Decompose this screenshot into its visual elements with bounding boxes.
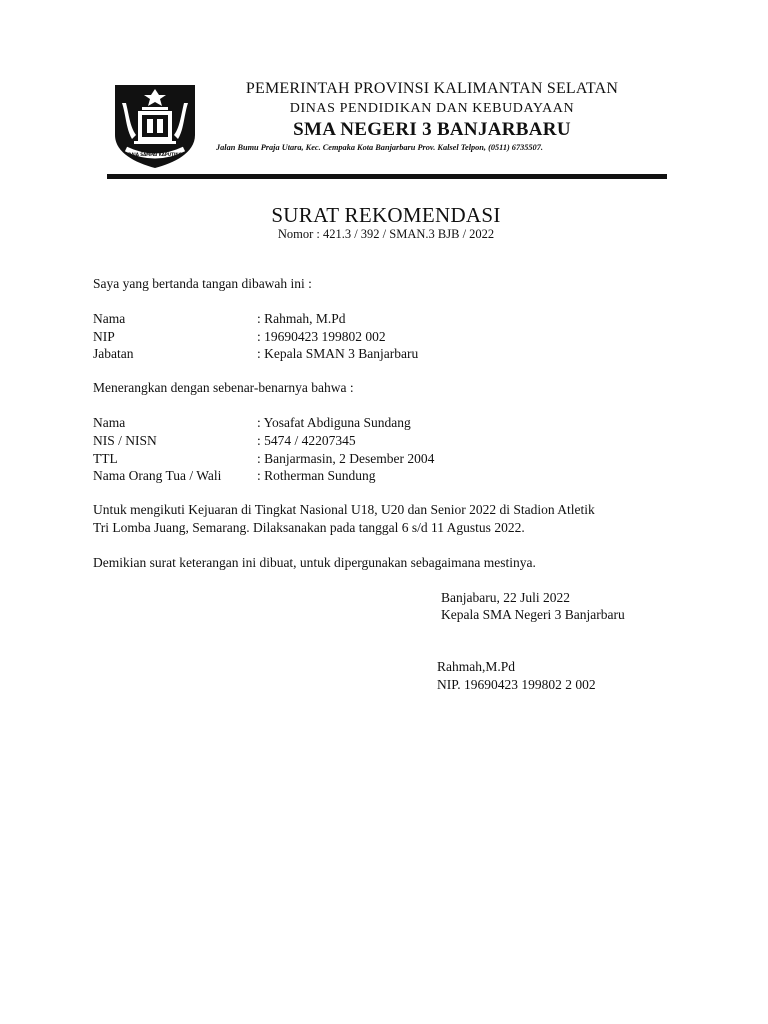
letterhead-government: PEMERINTAH PROVINSI KALIMANTAN SELATAN — [245, 80, 619, 97]
signature-position: Kepala SMA Negeri 3 Banjarbaru — [441, 607, 625, 622]
signature-name: Rahmah,M.Pd — [437, 659, 516, 674]
letterhead-school: SMA NEGERI 3 BANJARBARU — [293, 119, 571, 140]
signature-nip: NIP. 19690423 199802 2 002 — [437, 677, 596, 692]
student-name-value: : Yosafat Abdiguna Sundang — [257, 415, 411, 430]
signer-nip-value: : 19690423 199802 002 — [257, 329, 386, 344]
statement-text: Menerangkan dengan sebenar-benarnya bahwa : — [93, 380, 354, 395]
signer-name-label: Nama — [93, 311, 126, 326]
student-parent-label: Nama Orang Tua / Wali — [93, 468, 222, 483]
purpose-line-1: Untuk mengikuti Kejuaran di Tingkat Nasional U18, U20 dan Senior 2022 di Stadion Atletik — [93, 502, 595, 517]
signer-nip-label: NIP — [93, 329, 115, 344]
student-ttl-label: TTL — [93, 451, 118, 466]
purpose-line-2: Tri Lomba Juang, Semarang. Dilaksanakan pada tanggal 6 s/d 11 Agustus 2022. — [93, 520, 525, 535]
document-title: SURAT REKOMENDASI — [271, 203, 501, 227]
student-ttl-value: : Banjarmasin, 2 Desember 2004 — [257, 451, 435, 466]
letterhead-divider — [107, 174, 667, 179]
student-parent-value: : Rotherman Sundung — [257, 468, 376, 483]
letterhead-address: Jalan Bumu Praja Utara, Kec. Cempaka Kota Banjarbaru Prov. Kalsel Telpon, (0511) 6735507. — [216, 143, 543, 152]
signer-position-value: : Kepala SMAN 3 Banjarbaru — [257, 346, 419, 361]
student-nis-value: : 5474 / 42207345 — [257, 433, 356, 448]
signer-name-value: : Rahmah, M.Pd — [257, 311, 346, 326]
closing-text: Demikian surat keterangan ini dibuat, untuk dipergunakan sebagaimana mestinya. — [93, 555, 536, 570]
signature-place-date: Banjabaru, 22 Juli 2022 — [441, 590, 570, 605]
student-name-label: Nama — [93, 415, 126, 430]
intro-text: Saya yang bertanda tangan dibawah ini : — [93, 276, 312, 291]
student-nis-label: NIS / NISN — [93, 433, 157, 448]
signer-position-label: Jabatan — [93, 346, 134, 361]
document-number: Nomor : 421.3 / 392 / SMAN.3 BJB / 2022 — [277, 227, 495, 241]
letterhead-agency: DINAS PENDIDIKAN DAN KEBUDAYAAN — [289, 101, 575, 116]
emblem-caption: BAJA SAMPAI KAPUTING — [128, 152, 182, 157]
